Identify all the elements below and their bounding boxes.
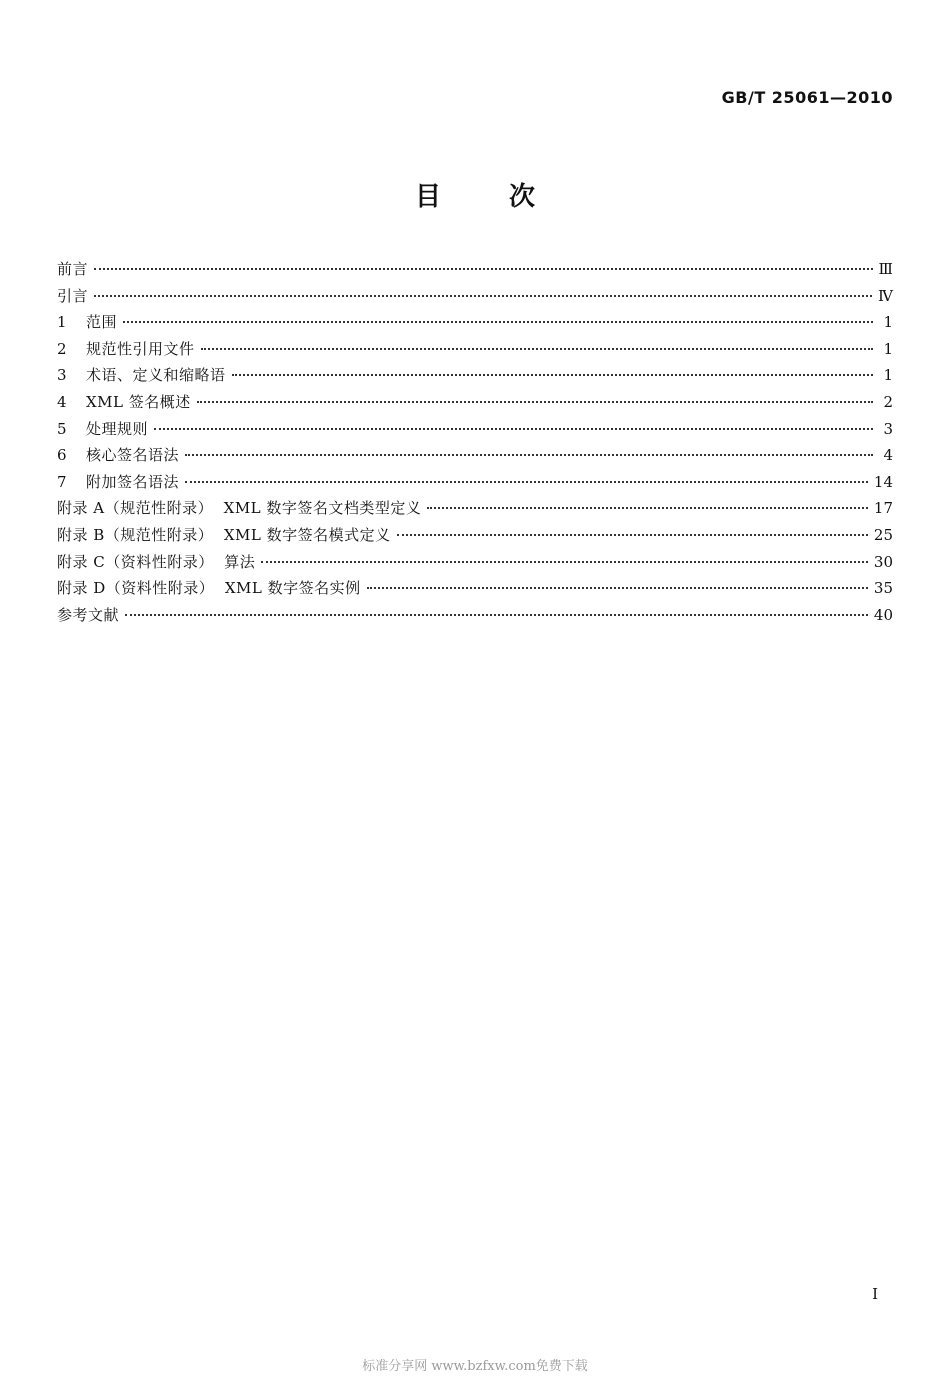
title-char-1: 目 — [414, 182, 441, 212]
page-title — [0, 176, 950, 213]
toc-entry[interactable] — [57, 471, 893, 498]
toc-entry-page: Ⅳ — [878, 286, 893, 305]
toc-entry-label: 附加签名语法 — [86, 472, 180, 491]
toc-entry-page: 3 — [883, 419, 893, 438]
toc-entry-page: Ⅲ — [878, 260, 893, 278]
toc-entry[interactable] — [57, 258, 893, 285]
toc-entry-page: 1 — [883, 313, 893, 332]
toc-entry-label: 范围 — [86, 313, 118, 332]
toc-entry-page: 1 — [883, 366, 893, 385]
toc-entry-page: 25 — [873, 525, 893, 544]
toc-entry-label: 附录 C（资料性附录） 算法 — [57, 552, 256, 571]
toc-entry-page: 4 — [883, 446, 893, 465]
toc-entry[interactable] — [57, 551, 893, 578]
toc-leader-dots — [232, 374, 873, 376]
toc-leader-dots — [427, 507, 868, 509]
toc-leader-dots — [397, 534, 868, 536]
page-number: I — [872, 1285, 878, 1303]
toc-entry[interactable] — [57, 418, 893, 445]
toc-entry[interactable] — [57, 391, 893, 418]
toc-entry-page: 40 — [873, 605, 893, 624]
toc-leader-dots — [123, 321, 873, 323]
toc-entry-number: 3 — [57, 366, 67, 385]
toc-entry-label: 规范性引用文件 — [86, 339, 195, 358]
toc-entry-number: 2 — [57, 339, 67, 358]
toc-leader-dots — [367, 587, 868, 589]
toc-entry-number: 1 — [57, 313, 67, 332]
toc-entry-number: 7 — [57, 472, 67, 491]
toc-entry-page: 35 — [873, 579, 893, 598]
toc-entry-page: 17 — [873, 499, 893, 518]
watermark-text: 标准分享网 www.bzfxw.com免费下载 — [362, 1359, 588, 1374]
toc-entry-label: 处理规则 — [86, 419, 149, 438]
toc-entry[interactable] — [57, 497, 893, 524]
toc-entry-label: 附录 D（资料性附录） XML 数字签名实例 — [57, 579, 361, 598]
toc-entry-number: 5 — [57, 419, 67, 438]
toc-entry-page: 14 — [873, 472, 893, 491]
toc-leader-dots — [185, 481, 868, 483]
toc-leader-dots — [154, 428, 873, 430]
toc-entry[interactable] — [57, 364, 893, 391]
toc-entry[interactable] — [57, 285, 893, 312]
toc-entry-number: 6 — [57, 446, 67, 465]
toc-entry-label: 附录 B（规范性附录） XML 数字签名模式定义 — [57, 525, 391, 544]
toc-leader-dots — [201, 348, 873, 350]
toc-entry-page: 1 — [883, 339, 893, 358]
toc-leader-dots — [125, 614, 868, 616]
toc-entry-number: 4 — [57, 392, 67, 411]
toc-leader-dots — [261, 561, 868, 563]
toc-entry[interactable] — [57, 524, 893, 551]
toc-entry-label: XML 签名概述 — [86, 392, 191, 411]
toc-leader-dots — [197, 401, 873, 403]
title-char-2: 次 — [509, 182, 536, 212]
toc-entry-label: 参考文献 — [57, 605, 120, 624]
toc-entry-label: 术语、定义和缩略语 — [86, 366, 226, 385]
toc-leader-dots — [94, 268, 873, 270]
table-of-contents — [57, 258, 893, 630]
standard-code: GB/T 25061—2010 — [721, 88, 893, 107]
toc-entry[interactable] — [57, 338, 893, 365]
toc-entry-label: 引言 — [57, 286, 89, 305]
toc-leader-dots — [185, 454, 873, 456]
toc-entry-label: 核心签名语法 — [86, 446, 180, 465]
toc-entry[interactable] — [57, 577, 893, 604]
toc-entry[interactable] — [57, 604, 893, 631]
toc-entry[interactable] — [57, 311, 893, 338]
toc-entry-page: 2 — [883, 392, 893, 411]
toc-entry-page: 30 — [873, 552, 893, 571]
toc-leader-dots — [94, 295, 872, 297]
toc-entry-label: 附录 A（规范性附录） XML 数字签名文档类型定义 — [57, 499, 422, 518]
toc-entry[interactable] — [57, 444, 893, 471]
toc-entry-label: 前言 — [57, 260, 89, 278]
